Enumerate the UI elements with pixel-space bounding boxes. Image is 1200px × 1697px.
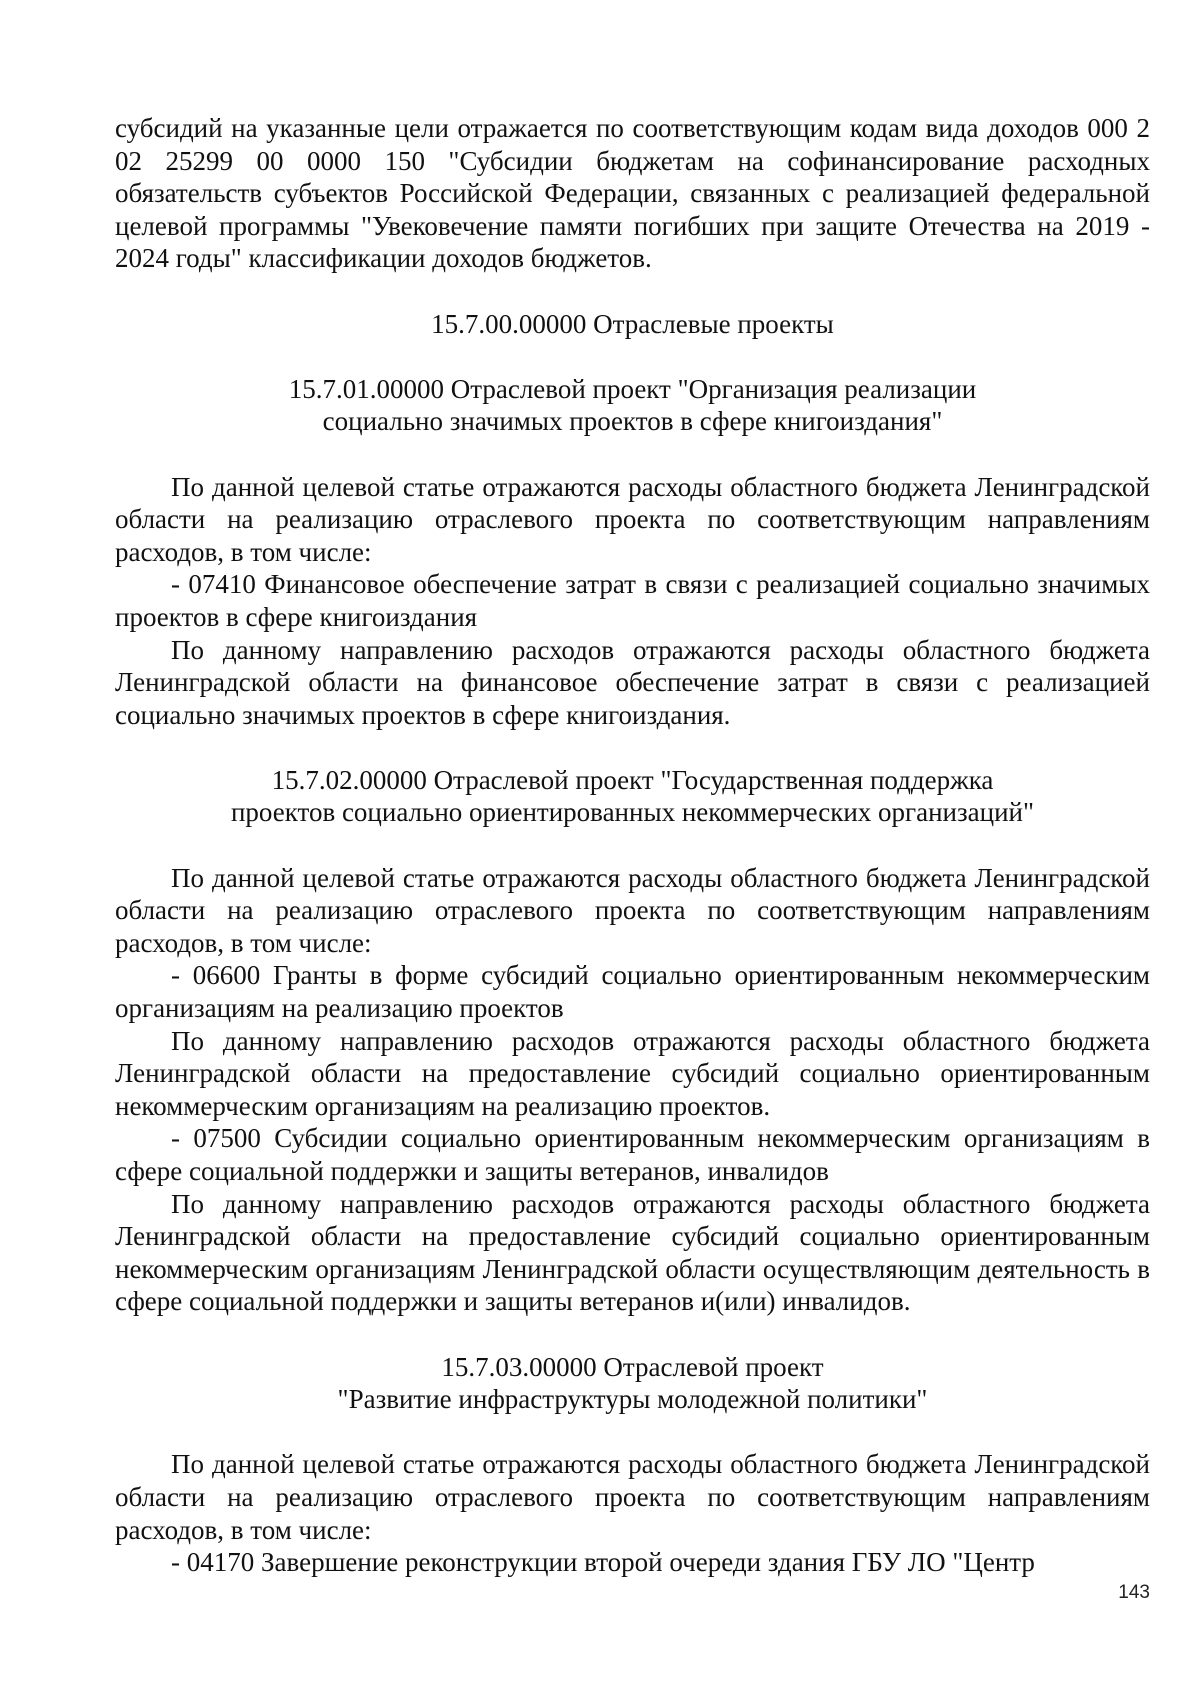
heading-line: проектов социально ориентированных некоммерческих организаций": [230, 797, 1034, 828]
spacer: [115, 1416, 1150, 1449]
expense-item: - 06600 Гранты в форме субсидий социально ориентированным некоммерческим организациям на реализацию проектов: [115, 960, 1150, 1024]
spacer: [115, 438, 1150, 471]
expense-item: - 07410 Финансовое обеспечение затрат в связи с реализацией социально значимых проектов в сфере книгоиздания: [115, 569, 1150, 632]
paragraph: По данному направлению расходов отражаются расходы областного бюджета Ленинградской области на предоставление субсидий социально ориентированным некоммерческим организациям на реализацию проектов.: [115, 1025, 1150, 1121]
section-heading: [115, 764, 1150, 829]
expense-item: - 04170 Завершение реконструкции второй очереди здания ГБУ ЛО "Центр: [171, 1547, 1035, 1578]
spacer: [115, 1318, 1150, 1351]
heading-line: 15.7.00.00000 Отраслевые проекты: [431, 308, 834, 339]
paragraph: субсидий на указанные цели отражается по соответствующим кодам вида доходов 000 2 02 25299 00 0000 150 "Субсидии бюджетам на софинансирование расходных обязательств субъектов Российской Федерации, связанных с реализацией федеральной целевой программы "Увековечение памяти погибших при защите Отечества на 2019 - 2024 годы" классификации доходов бюджетов.: [115, 113, 1150, 274]
document-page: [115, 112, 1150, 1579]
section-heading: [115, 373, 1150, 438]
heading-line: 15.7.02.00000 Отраслевой проект "Государственная поддержка: [271, 764, 994, 795]
spacer: [115, 340, 1150, 373]
paragraph: По данной целевой статье отражаются расходы областного бюджета Ленинградской области на реализацию отраслевого проекта по соответствующим направлениям расходов, в том числе:: [115, 1449, 1150, 1545]
paragraph: По данной целевой статье отражаются расходы областного бюджета Ленинградской области на реализацию отраслевого проекта по соответствующим направлениям расходов, в том числе:: [115, 471, 1150, 567]
paragraph: По данной целевой статье отражаются расходы областного бюджета Ленинградской области на реализацию отраслевого проекта по соответствующим направлениям расходов, в том числе:: [115, 862, 1150, 958]
heading-line: социально значимых проектов в сфере книгоиздания": [322, 406, 943, 437]
paragraph: По данному направлению расходов отражаются расходы областного бюджета Ленинградской области на финансовое обеспечение затрат в связи с реализацией социально значимых проектов в сфере книгоиздания.: [115, 634, 1150, 730]
section-heading: [115, 1351, 1150, 1416]
heading-line: 15.7.03.00000 Отраслевой проект: [441, 1351, 824, 1382]
spacer: [115, 731, 1150, 764]
section-heading: [115, 308, 1150, 341]
spacer: [115, 829, 1150, 862]
heading-line: 15.7.01.00000 Отраслевой проект "Организация реализации: [288, 373, 977, 404]
spacer: [115, 275, 1150, 308]
heading-line: "Развитие инфраструктуры молодежной политики": [337, 1384, 928, 1415]
page-number: 143: [1118, 1582, 1150, 1603]
paragraph: По данному направлению расходов отражаются расходы областного бюджета Ленинградской области на предоставление субсидий социально ориентированным некоммерческим организациям Ленинградской области осуществляющим деятельность в сфере социальной поддержки и защиты ветеранов и(или) инвалидов.: [115, 1188, 1150, 1317]
expense-item: - 07500 Субсидии социально ориентированным некоммерческим организациям в сфере социальной поддержки и защиты ветеранов, инвалидов: [115, 1123, 1150, 1186]
